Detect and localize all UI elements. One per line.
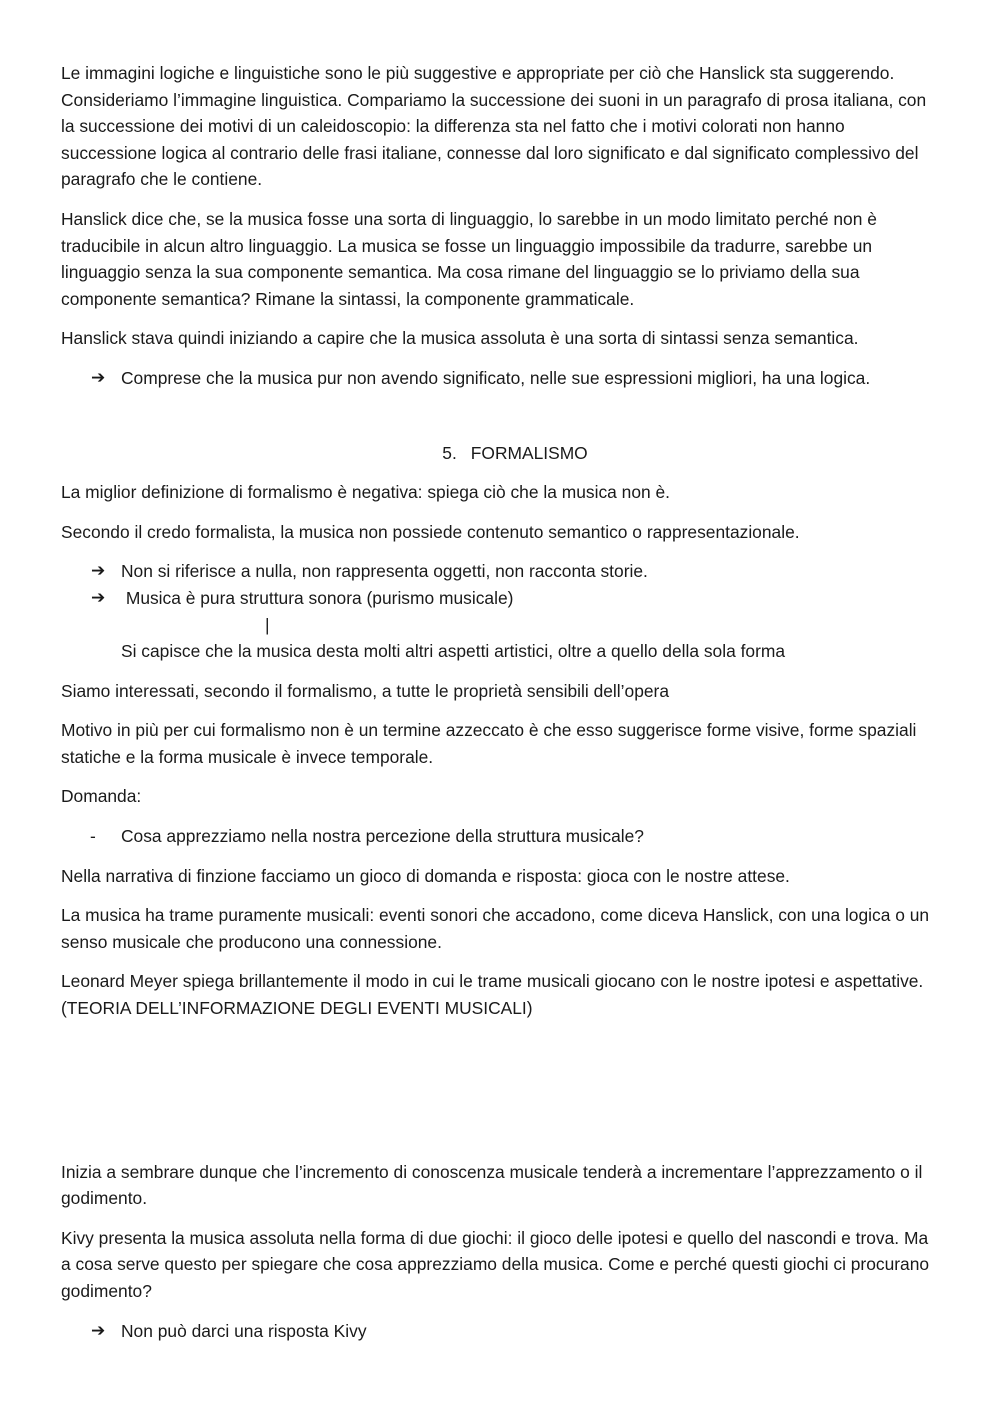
document-page <box>61 60 941 1357</box>
paragraph-leonard-meyer: Leonard Meyer spiega brillantemente il modo in cui le trame musicali giocano con le nostre ipotesi e aspettative. (TEORIA DELL’INFORMAZIONE DEGLI EVENTI MUSICALI) <box>61 971 924 1019</box>
blank-space <box>61 1035 941 1159</box>
section-title: FORMALISMO <box>470 442 588 463</box>
arrow-right-icon: ➔ <box>91 1320 106 1341</box>
paragraph-hanslick-language: Hanslick dice che, se la musica fosse una sorta di linguaggio, lo sarebbe in un modo limitato perché non è traducibile in alcun altro linguaggio. La musica se fosse un linguaggio impossibile da tradurre, sarebbe un linguaggio senza la sua componente semantica. Ma cosa rimane del linguaggio se lo priviamo della sua componente semantica? Rimane la sintassi, la componente grammaticale. <box>61 208 877 309</box>
paragraph-narrative-fiction: Nella narrativa di finzione facciamo un gioco di domanda e risposta: gioca con le nostre attese. <box>61 865 790 886</box>
section-number: 5. <box>442 442 457 463</box>
paragraph-logical-images: Le immagini logiche e linguistiche sono le più suggestive e appropriate per ciò che Hanslick sta suggerendo. Consideriamo l’immagine linguistica. Compariamo la successione dei suoni in un paragrafo di prosa italiana, con la successione dei motivi di un caleidoscopio: la differenza sta nel fatto che i motivi colorati non hanno successione logica al contrario delle frasi italiane, connesse dal loro significato e dal significato complessivo del paragrafo che le contiene. <box>61 63 927 190</box>
arrow-list-item <box>61 1318 941 1345</box>
arrow-list-item <box>61 585 941 612</box>
pipe-mark: | <box>265 614 270 635</box>
arrow-list-item-text: Musica è pura struttura sonora (purismo musicale) <box>121 587 514 608</box>
dash-list-item <box>61 823 941 850</box>
arrow-list-item-text: Non si riferisce a nulla, non rappresenta oggetti, non racconta storie. <box>121 561 648 582</box>
paragraph-kivy-games: Kivy presenta la musica assoluta nella forma di due giochi: il gioco delle ipotesi e quello del nascondi e trova. Ma a cosa serve questo per spiegare che cosa apprezziamo della musica. Come e perché questi giochi ci procurano godimento? <box>61 1227 930 1301</box>
paragraph-question-label: Domanda: <box>61 786 142 807</box>
dash-mark: - <box>90 826 96 847</box>
arrow-list-item <box>61 365 941 392</box>
arrow-right-icon: ➔ <box>91 587 106 608</box>
paragraph-formalism-term: Motivo in più per cui formalismo non è un termine azzeccato è che esso suggerisce forme visive, forme spaziali statiche e la forma musicale è invece temporale. <box>61 720 917 767</box>
arrow-list-2 <box>61 558 941 611</box>
arrow-list-item-text: Comprese che la musica pur non avendo significato, nelle sue espressioni migliori, ha una logica. <box>121 367 871 388</box>
section-heading <box>61 440 941 467</box>
arrow-right-icon: ➔ <box>91 561 106 582</box>
paragraph-hanslick-syntax: Hanslick stava quindi iniziando a capire che la musica assoluta è una sorta di sintassi senza semantica. <box>61 328 859 349</box>
dash-list-item-text: Cosa apprezziamo nella nostra percezione della struttura musicale? <box>121 826 644 847</box>
indented-note: Si capisce che la musica desta molti altri aspetti artistici, oltre a quello della sola forma <box>121 641 786 662</box>
arrow-list-1 <box>61 365 941 392</box>
dash-list <box>61 823 941 850</box>
pipe-connector <box>61 612 941 639</box>
arrow-list-item <box>61 558 941 585</box>
arrow-right-icon: ➔ <box>91 367 106 388</box>
paragraph-formalist-creed: Secondo il credo formalista, la musica non possiede contenuto semantico o rappresentazionale. <box>61 521 800 542</box>
arrow-list-item-text: Non può darci una risposta Kivy <box>121 1320 367 1341</box>
arrow-list-3 <box>61 1318 941 1345</box>
paragraph-sensible-properties: Siamo interessati, secondo il formalismo, a tutte le proprietà sensibili dell’opera <box>61 680 670 701</box>
paragraph-formalism-definition: La miglior definizione di formalismo è negativa: spiega ciò che la musica non è. <box>61 482 670 503</box>
paragraph-musical-plots: La musica ha trame puramente musicali: eventi sonori che accadono, come diceva Hanslick, con una logica o un senso musicale che producono una connessione. <box>61 905 930 952</box>
paragraph-musical-knowledge: Inizia a sembrare dunque che l’incremento di conoscenza musicale tenderà a incrementare l’apprezzamento o il godimento. <box>61 1161 923 1209</box>
